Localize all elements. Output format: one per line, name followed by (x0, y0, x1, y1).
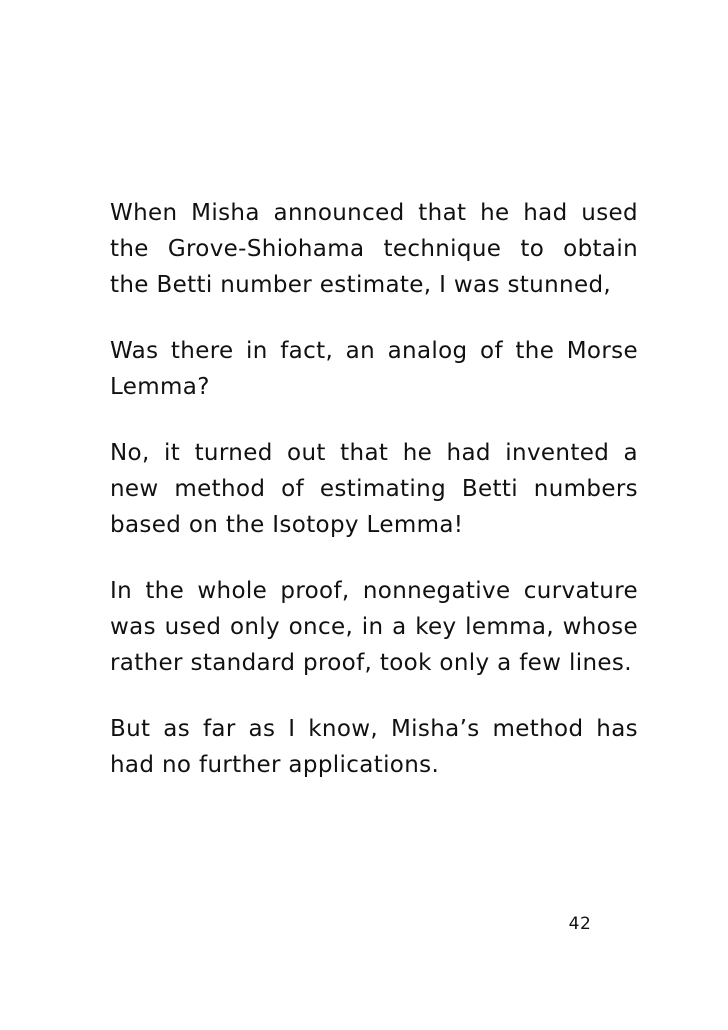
text-line: Lemma? (110, 374, 210, 400)
page-number: 42 (568, 914, 592, 934)
body-text (110, 195, 638, 813)
text-line: the Grove-Shiohama technique to obtain (110, 236, 638, 262)
paragraph-3 (110, 435, 638, 543)
text-line: No, it turned out that he had invented a (110, 440, 638, 466)
text-line: rather standard proof, took only a few lines. (110, 650, 632, 676)
paragraph-1 (110, 195, 638, 303)
text-line: new method of estimating Betti numbers (110, 476, 638, 502)
paragraph-2 (110, 333, 638, 405)
text-line: But as far as I know, Misha’s method has (110, 716, 638, 742)
text-line: had no further applications. (110, 752, 440, 778)
text-line: When Misha announced that he had used (110, 200, 638, 226)
paragraph-5 (110, 711, 638, 783)
text-line: based on the Isotopy Lemma! (110, 512, 464, 538)
text-line: In the whole proof, nonnegative curvature (110, 578, 638, 604)
text-line: was used only once, in a key lemma, whose (110, 614, 638, 640)
text-line: the Betti number estimate, I was stunned, (110, 272, 612, 298)
paragraph-4 (110, 573, 638, 681)
text-line: Was there in fact, an analog of the Morse (110, 338, 638, 364)
